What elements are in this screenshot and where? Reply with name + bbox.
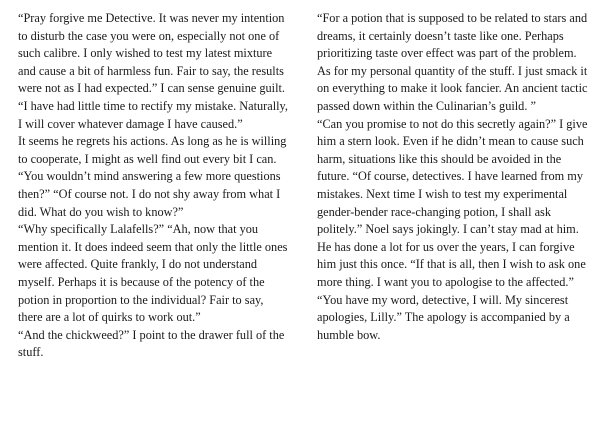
paragraph: “Why specifically Lalafells?” “Ah, now that you mention it. It does indeed seem that only the little ones were affected. Quite frankly, I do not understand myself. Perhaps it is because of the potency of the potion in proportion to the individual? Fair to say, there are a lot of quirks to work out.” (18, 222, 288, 325)
paragraph: “Pray forgive me Detective. It was never my intention to disturb the case you were on, especially not one of such calibre. I only wished to test my latest mixture and cause a bit of harmless fun. Fair to say, the results were not as I had expected.” I can sense genuine guilt. “I have had little time to rectify my mistake. Naturally, I will cover whatever damage I have caused.” (18, 11, 288, 131)
paragraph: It seems he regrets his actions. As long as he is willing to cooperate, I might as well find out every bit I can. “You wouldn’t mind answering a few more questions then?” “Of course not. I do not shy away from what I did. What do you wish to know?” (18, 134, 287, 219)
paragraph: “For a potion that is supposed to be related to stars and dreams, it certainly doesn’t taste like one. Perhaps prioritizing taste over effect was part of the problem. As for my personal quantity of the stuff. I just smack it on everything to make it look fancier. An ancient tactic passed down within the Culinarian’s guild. ” (317, 11, 588, 113)
paragraph: “Can you promise to not do this secretly again?” I give him a stern look. Even if he didn’t mean to cause such harm, situations like this should be avoided in the future. “Of course, detectives. I have learned from my mistakes. Next time I wish to test my experimental gender-bender race-changing potion, I shall ask politely.” Noel says jokingly. I can’t stay mad at him. He has done a lot for us over the years, I can forgive him just this once. “If that is all, then I wish to ask one more thing. I want you to apologise to the affected.” (317, 116, 588, 289)
paragraph: “And the chickweed?” I point to the drawer full of the stuff. (18, 327, 285, 360)
paragraph: “You have my word, detective, I will. My sincerest apologies, Lilly.” The apology is accompanied by a humble bow. (317, 292, 570, 342)
left-text-column (18, 10, 290, 362)
right-text-column (317, 10, 589, 344)
